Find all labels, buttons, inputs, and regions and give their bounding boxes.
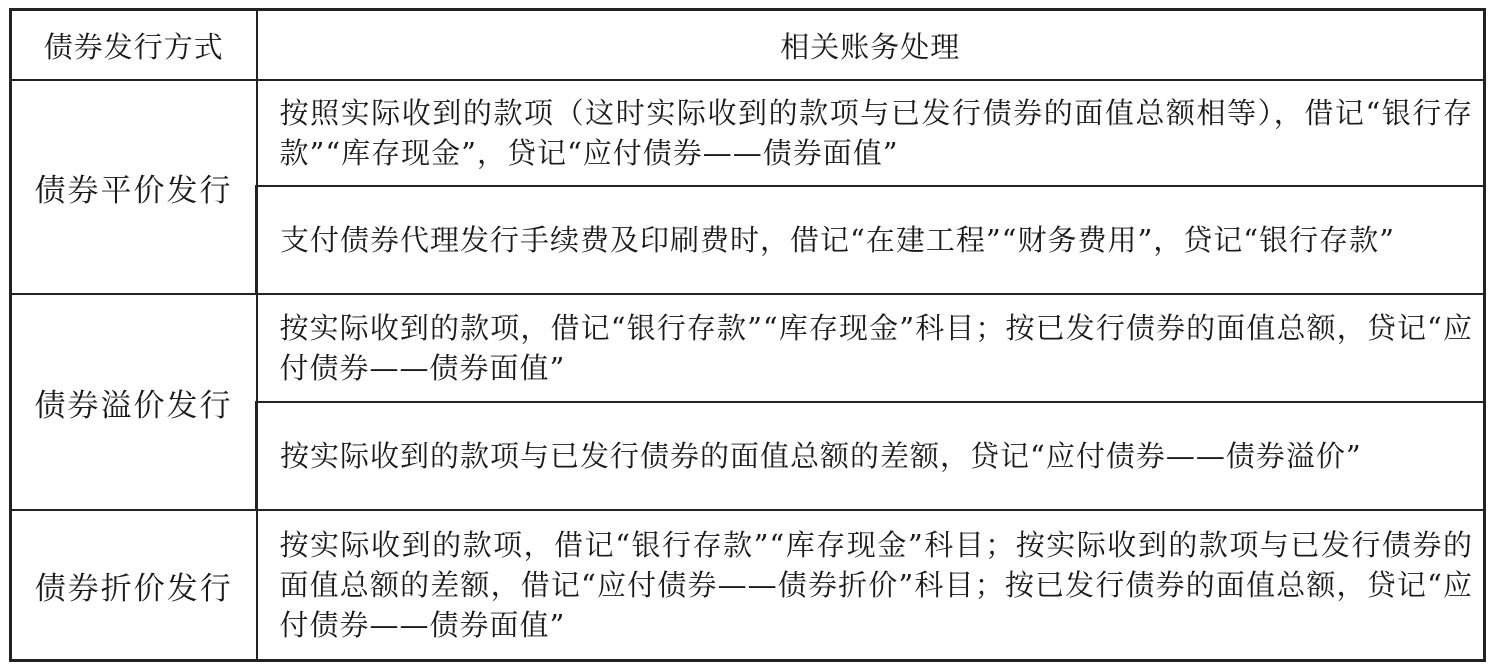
header-row	[11, 10, 1485, 81]
treatment-cell: 支付债券代理发行手续费及印刷费时，借记“在建工程”“财务费用”，贷记“银行存款”	[257, 186, 1485, 294]
header-issuance-method: 债券发行方式	[11, 10, 257, 81]
method-cell-discount: 债券折价发行	[11, 510, 257, 661]
treatment-cell: 按照实际收到的款项（这时实际收到的款项与已发行债券的面值总额相等），借记“银行存款”“库存现金”，贷记“应付债券——债券面值”	[257, 80, 1485, 186]
table-row	[11, 294, 1485, 402]
treatment-cell: 按实际收到的款项，借记“银行存款”“库存现金”科目；按已发行债券的面值总额，贷记“应付债券——债券面值”	[257, 294, 1485, 402]
treatment-cell: 按实际收到的款项与已发行债券的面值总额的差额，贷记“应付债券——债券溢价”	[257, 402, 1485, 510]
table-row	[11, 510, 1485, 661]
method-cell-par: 债券平价发行	[11, 80, 257, 294]
treatment-cell: 按实际收到的款项，借记“银行存款”“库存现金”科目；按实际收到的款项与已发行债券的面值总额的差额，借记“应付债券——债券折价”科目；按已发行债券的面值总额，贷记“应付债券——债券面值”	[257, 510, 1485, 661]
bond-issuance-table	[9, 8, 1486, 662]
table-row	[11, 80, 1485, 186]
method-cell-premium: 债券溢价发行	[11, 294, 257, 510]
header-accounting-treatment: 相关账务处理	[257, 10, 1485, 81]
